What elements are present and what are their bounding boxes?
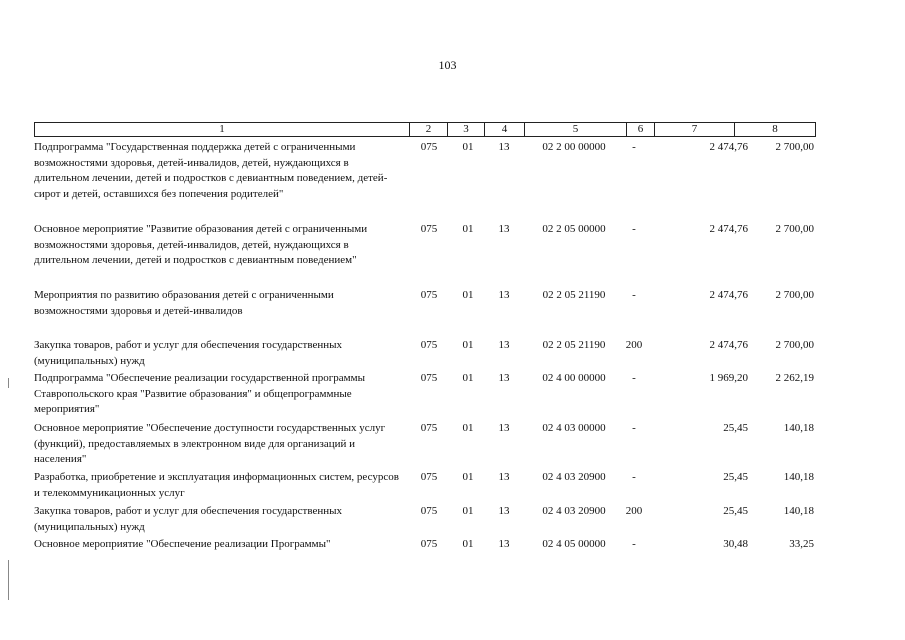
row-pr: 13 bbox=[498, 339, 510, 351]
row-pr: 13 bbox=[498, 141, 510, 153]
row-vr: - bbox=[632, 471, 636, 483]
row-sum-2: 2 700,00 bbox=[775, 339, 814, 351]
row-pr: 13 bbox=[498, 471, 510, 483]
row-vr: - bbox=[632, 141, 636, 153]
row-vr: - bbox=[632, 372, 636, 384]
row-sum-2: 140,18 bbox=[783, 505, 814, 517]
row-rz: 01 bbox=[462, 289, 474, 301]
row-rz: 01 bbox=[462, 372, 474, 384]
row-sum-1: 2 474,76 bbox=[709, 289, 748, 301]
row-sum-1: 30,48 bbox=[723, 538, 748, 550]
row-csr: 02 2 05 21190 bbox=[542, 289, 606, 301]
page-number: 103 bbox=[438, 58, 457, 72]
row-sum-2: 2 700,00 bbox=[775, 141, 814, 153]
row-rz: 01 bbox=[462, 223, 474, 235]
row-sum-1: 25,45 bbox=[723, 505, 748, 517]
row-vr: - bbox=[632, 223, 636, 235]
row-sum-2: 140,18 bbox=[783, 471, 814, 483]
row-pr: 13 bbox=[498, 289, 510, 301]
row-grbs: 075 bbox=[420, 372, 438, 384]
row-csr: 02 4 05 00000 bbox=[542, 538, 606, 550]
row-sum-2: 2 262,19 bbox=[775, 372, 814, 384]
row-vr: - bbox=[632, 289, 636, 301]
row-name: Подпрограмма "Обеспечение реализации государственной программы Ставропольского края "Развитие образования" и общепрограммные мероприятия" bbox=[34, 372, 365, 416]
row-vr: 200 bbox=[625, 339, 643, 351]
row-name: Разработка, приобретение и эксплуатация информационных систем, ресурсов и телекоммуникационных услуг bbox=[34, 471, 399, 499]
row-rz: 01 bbox=[462, 505, 474, 517]
row-csr: 02 4 03 20900 bbox=[542, 505, 606, 517]
row-sum-1: 1 969,20 bbox=[709, 372, 748, 384]
row-sum-2: 140,18 bbox=[783, 422, 814, 434]
row-csr: 02 4 03 00000 bbox=[542, 422, 606, 434]
row-sum-1: 2 474,76 bbox=[709, 223, 748, 235]
row-name: Основное мероприятие "Обеспечение реализации Программы" bbox=[34, 538, 331, 550]
row-rz: 01 bbox=[462, 471, 474, 483]
row-grbs: 075 bbox=[420, 471, 438, 483]
row-grbs: 075 bbox=[420, 141, 438, 153]
row-pr: 13 bbox=[498, 372, 510, 384]
row-grbs: 075 bbox=[420, 538, 438, 550]
row-sum-2: 33,25 bbox=[789, 538, 814, 550]
row-pr: 13 bbox=[498, 223, 510, 235]
row-name: Основное мероприятие "Обеспечение доступности государственных услуг (функций), предоставляемых в электронном виде для организаций и населения" bbox=[34, 422, 386, 466]
header-col-3: 3 bbox=[447, 123, 484, 136]
row-pr: 13 bbox=[498, 422, 510, 434]
header-col-1: 1 bbox=[219, 123, 225, 135]
margin-scan-mark bbox=[8, 560, 9, 600]
row-rz: 01 bbox=[462, 422, 474, 434]
row-vr: - bbox=[632, 422, 636, 434]
header-col-8: 8 bbox=[734, 123, 815, 136]
row-sum-1: 2 474,76 bbox=[709, 339, 748, 351]
row-csr: 02 4 00 00000 bbox=[542, 372, 606, 384]
row-pr: 13 bbox=[498, 538, 510, 550]
row-grbs: 075 bbox=[420, 223, 438, 235]
row-csr: 02 4 03 20900 bbox=[542, 471, 606, 483]
row-grbs: 075 bbox=[420, 422, 438, 434]
row-name: Мероприятия по развитию образования детей с ограниченными возможностями здоровья и детей-инвалидов bbox=[34, 289, 334, 317]
row-vr: 200 bbox=[625, 505, 643, 517]
row-sum-2: 2 700,00 bbox=[775, 289, 814, 301]
row-sum-1: 2 474,76 bbox=[709, 141, 748, 153]
row-pr: 13 bbox=[498, 505, 510, 517]
header-col-2: 2 bbox=[409, 123, 447, 136]
row-sum-2: 2 700,00 bbox=[775, 223, 814, 235]
row-rz: 01 bbox=[462, 538, 474, 550]
row-name: Закупка товаров, работ и услуг для обеспечения государственных (муниципальных) нужд bbox=[34, 339, 343, 367]
table-header bbox=[34, 122, 816, 137]
row-grbs: 075 bbox=[420, 505, 438, 517]
margin-scan-mark bbox=[8, 378, 9, 388]
header-col-5: 5 bbox=[524, 123, 626, 136]
row-vr: - bbox=[632, 538, 636, 550]
header-col-4: 4 bbox=[484, 123, 524, 136]
row-rz: 01 bbox=[462, 141, 474, 153]
row-csr: 02 2 05 21190 bbox=[542, 339, 606, 351]
header-col-6: 6 bbox=[626, 123, 654, 136]
row-grbs: 075 bbox=[420, 339, 438, 351]
row-sum-1: 25,45 bbox=[723, 422, 748, 434]
row-grbs: 075 bbox=[420, 289, 438, 301]
row-name: Закупка товаров, работ и услуг для обеспечения государственных (муниципальных) нужд bbox=[34, 505, 343, 533]
row-rz: 01 bbox=[462, 339, 474, 351]
row-csr: 02 2 05 00000 bbox=[542, 223, 606, 235]
row-name: Основное мероприятие "Развитие образования детей с ограниченными возможностями здоровья, детей-инвалидов, детей, нуждающихся в длительном лечении, детей и подростков с девиантным поведением" bbox=[34, 223, 368, 267]
row-sum-1: 25,45 bbox=[723, 471, 748, 483]
row-csr: 02 2 00 00000 bbox=[542, 141, 606, 153]
header-col-7: 7 bbox=[654, 123, 734, 136]
row-name: Подпрограмма "Государственная поддержка детей с ограниченными возможностями здоровья, детей-инвалидов, детей, нуждающихся в длительном лечении, детей и подростков с девиантным поведением, детей-сирот и детей, оставшихся без попечения родителей" bbox=[34, 141, 388, 200]
